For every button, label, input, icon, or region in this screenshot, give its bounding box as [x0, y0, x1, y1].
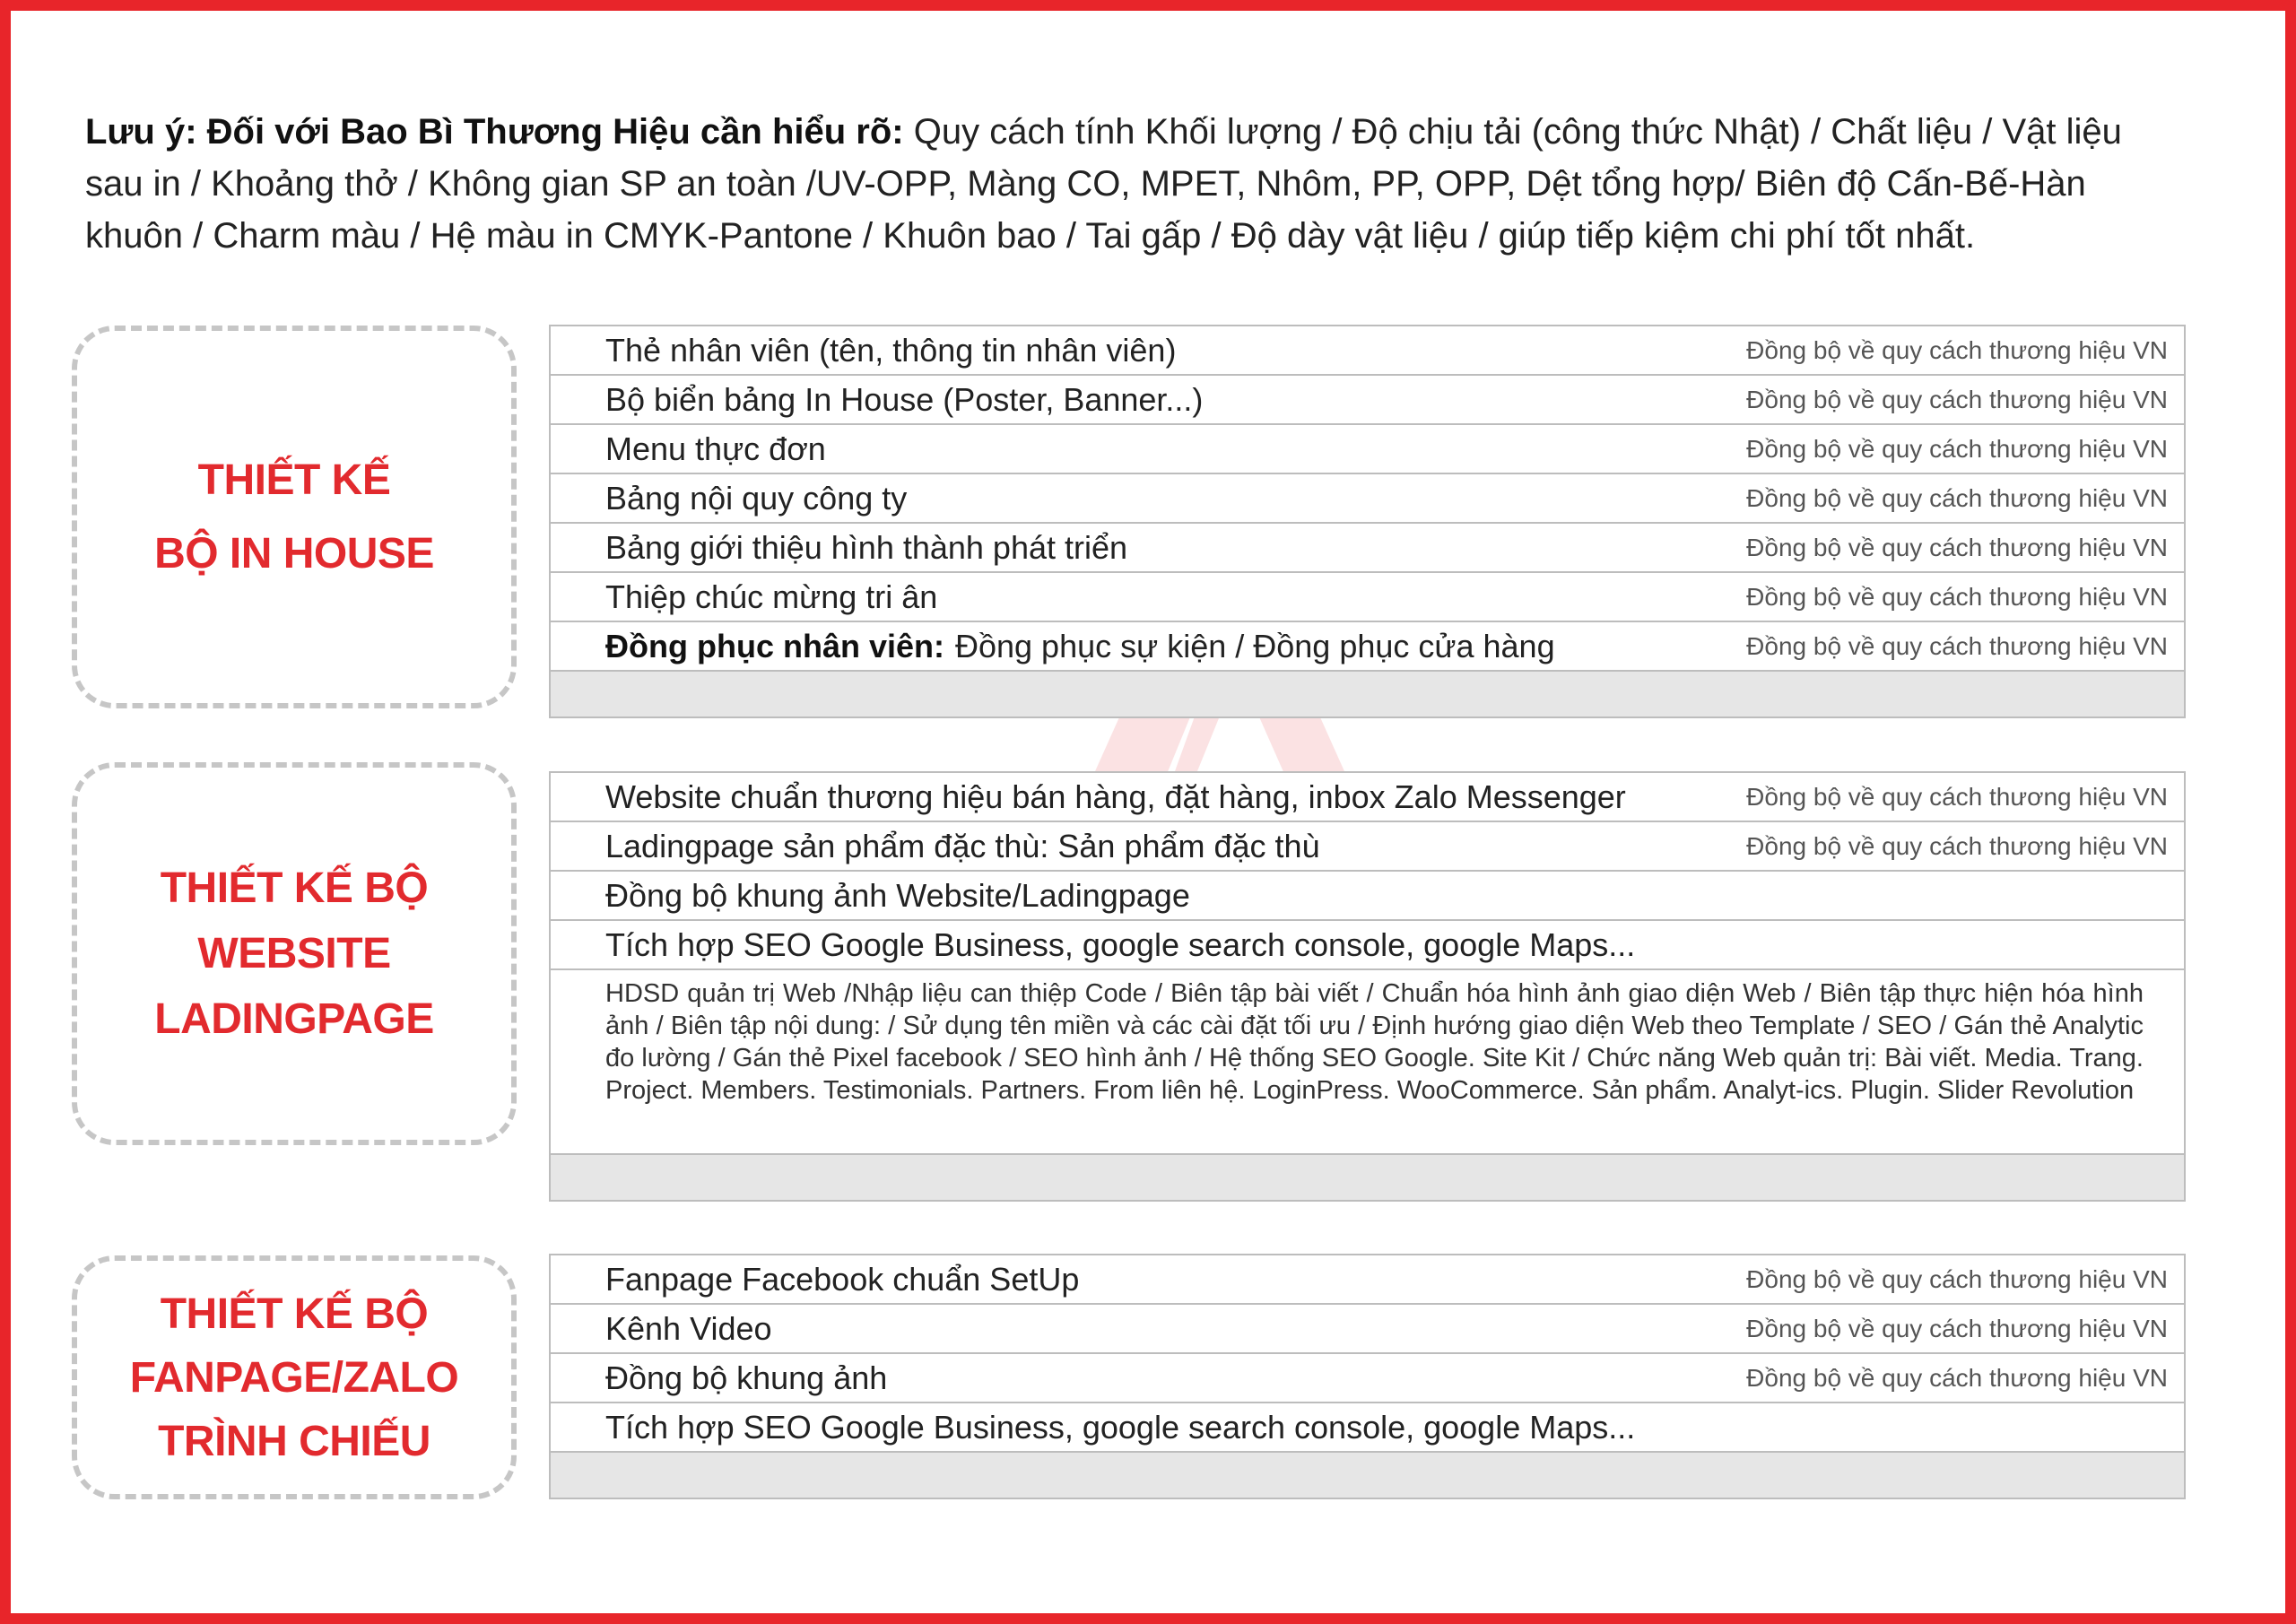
list-item [551, 376, 2184, 425]
item-note: Đồng bộ về quy cách thương hiệu VN [1746, 582, 2168, 611]
item-note: Đồng bộ về quy cách thương hiệu VN [1746, 1314, 2168, 1342]
item-note: Đồng bộ về quy cách thương hiệu VN [1746, 483, 2168, 512]
item-text: Bảng nội quy công ty [605, 479, 908, 517]
brand-packaging-note [85, 106, 2175, 262]
section-label-line: THIẾT KẾ BỘ [160, 864, 429, 912]
list-item [551, 970, 2184, 1155]
in-house-list [549, 325, 2186, 718]
list-item [551, 622, 2184, 672]
item-text: Bộ biển bảng In House (Poster, Banner...) [605, 380, 1204, 418]
item-note: Đồng bộ về quy cách thương hiệu VN [1746, 1264, 2168, 1293]
list-item [551, 524, 2184, 573]
item-note: Đồng bộ về quy cách thương hiệu VN [1746, 631, 2168, 660]
item-text: Thẻ nhân viên (tên, thông tin nhân viên) [605, 331, 1177, 369]
list-item [551, 326, 2184, 376]
empty-row [551, 672, 2184, 716]
section-label-fanpage [72, 1255, 517, 1499]
list-item [551, 474, 2184, 524]
fanpage-list [549, 1254, 2186, 1499]
item-text: Tích hợp SEO Google Business, google search console, google Maps... [605, 1408, 1636, 1446]
item-text: Thiệp chúc mừng tri ân [605, 578, 938, 615]
list-item [551, 1255, 2184, 1305]
item-text: Ladingpage sản phẩm đặc thù: Sản phẩm đặc thù [605, 827, 1320, 864]
list-item [551, 822, 2184, 872]
item-text: HDSD quản trị Web /Nhập liệu can thiệp Code / Biên tập bài viết / Chuẩn hóa hình ảnh giao diện Web / Biên tập thực hiện hóa hình ảnh / Biên tập nội dung: / Sử dụng tên miền và các cài đặt tối ưu / Định hướng giao diện Web theo Template / SEO / Gán thẻ Analytic đo lường / Gán thẻ Pixel facebook / SEO hình ảnh / Hệ thống SEO Google. Site Kit / Chức năng Web quản trị: Bài viết. Media. Trang. Project. Members. Testimonials. Partners. From liên hệ. LoginPress. WooCommerce. Sản phẩm. Analyt-ics. Plugin. Slider Revolution [605, 979, 2144, 1105]
note-label: Lưu ý: Đối với Bao Bì Thương Hiệu cần hiểu rõ: [85, 112, 904, 152]
item-text: Website chuẩn thương hiệu bán hàng, đặt hàng, inbox Zalo Messenger [605, 777, 1626, 815]
section-label-line: TRÌNH CHIẾU [158, 1417, 430, 1465]
item-note: Đồng bộ về quy cách thương hiệu VN [1746, 831, 2168, 860]
list-item [551, 1305, 2184, 1354]
item-bold-label: Đồng phục nhân viên: [605, 627, 944, 664]
item-text: Menu thực đơn [605, 430, 826, 467]
item-text: Bảng giới thiệu hình thành phát triển [605, 528, 1128, 566]
empty-row [551, 1453, 2184, 1498]
item-text: Đồng phục sự kiện / Đồng phục cửa hàng [954, 627, 1555, 664]
item-note: Đồng bộ về quy cách thương hiệu VN [1746, 782, 2168, 811]
item-note: Đồng bộ về quy cách thương hiệu VN [1746, 1363, 2168, 1392]
list-item [551, 425, 2184, 474]
item-note: Đồng bộ về quy cách thương hiệu VN [1746, 533, 2168, 561]
note-body: Quy cách tính Khối lượng / Độ chịu tải (công thức Nhật) / Chất liệu / Vật liệu sau in / Khoảng thở / Không gian SP an toàn /UV-OPP, Màng CO, MPET, Nhôm, PP, OPP, Dệt tổng hợp/ Biên độ Cấn-Bế-Hàn khuôn / Charm màu / Hệ màu in CMYK-Pantone / Khuôn bao / Tai gấp / Độ dày vật liệu / giúp tiếp kiệm chi phí tốt nhất. [85, 112, 2122, 256]
item-text: Đồng bộ khung ảnh [605, 1359, 888, 1396]
list-item [551, 1403, 2184, 1453]
section-label-line: THIẾT KẾ BỘ [160, 1290, 429, 1338]
list-item [551, 773, 2184, 822]
website-list [549, 771, 2186, 1202]
item-note: Đồng bộ về quy cách thương hiệu VN [1746, 335, 2168, 364]
item-note: Đồng bộ về quy cách thương hiệu VN [1746, 434, 2168, 463]
item-text: Đồng bộ khung ảnh Website/Ladingpage [605, 876, 1190, 914]
empty-row [551, 1155, 2184, 1200]
list-item [551, 872, 2184, 921]
section-label-line: BỘ IN HOUSE [154, 529, 434, 578]
section-label-website [72, 762, 517, 1145]
list-item [551, 573, 2184, 622]
item-note: Đồng bộ về quy cách thương hiệu VN [1746, 385, 2168, 413]
item-text-group [605, 622, 1555, 670]
item-text: Tích hợp SEO Google Business, google search console, google Maps... [605, 925, 1636, 963]
section-label-line: WEBSITE [197, 930, 391, 977]
section-label-line: THIẾT KẾ [197, 456, 391, 504]
item-text: Fanpage Facebook chuẩn SetUp [605, 1260, 1080, 1298]
section-label-line: FANPAGE/ZALO [129, 1353, 459, 1402]
list-item [551, 1354, 2184, 1403]
item-text: Kênh Video [605, 1309, 772, 1347]
section-label-line: LADINGPAGE [154, 995, 434, 1043]
list-item [551, 921, 2184, 970]
section-label-in-house [72, 326, 517, 708]
